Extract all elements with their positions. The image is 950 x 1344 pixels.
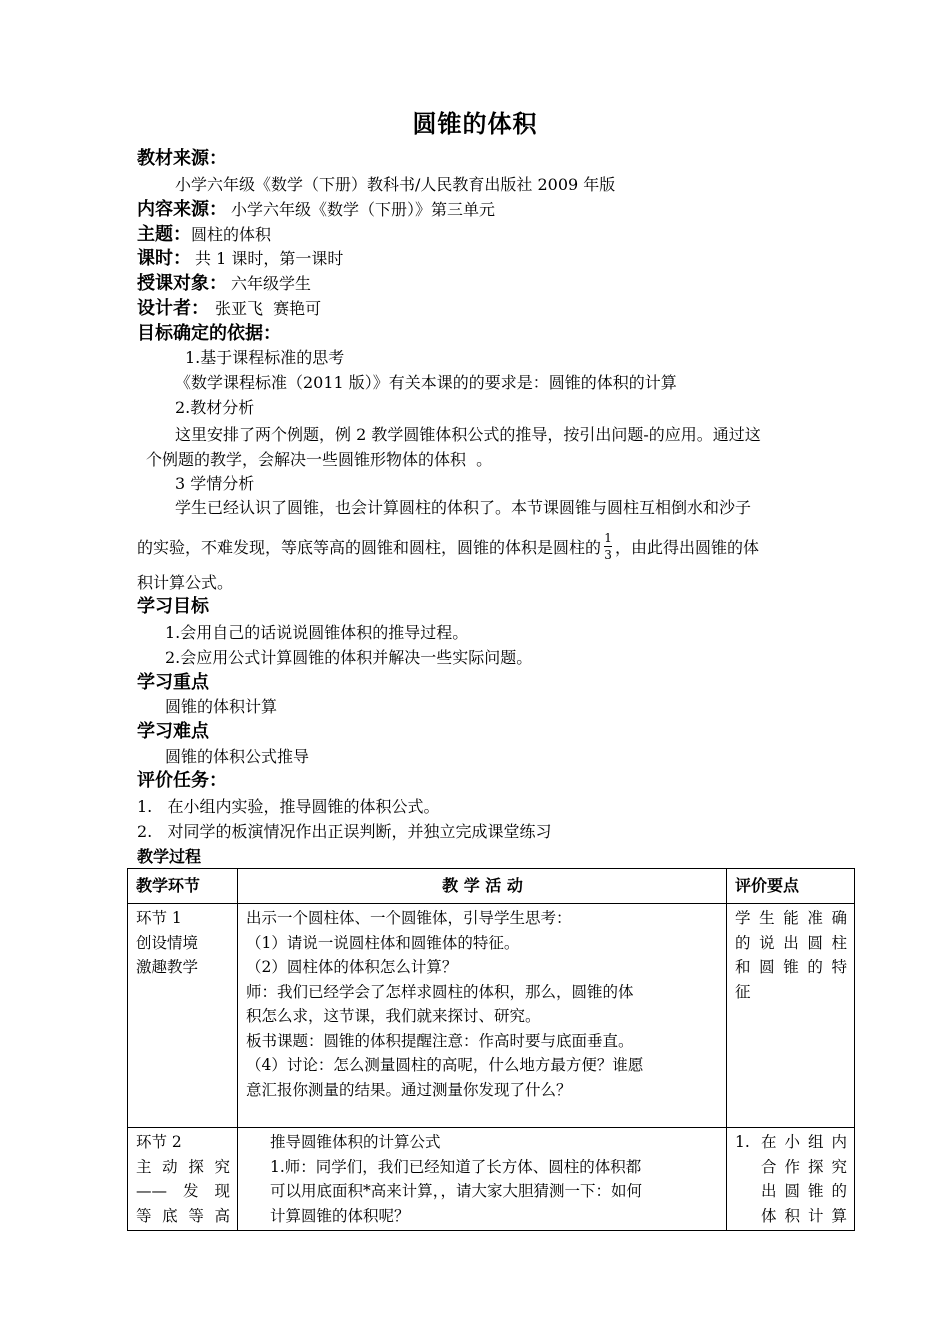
activity-cell <box>238 1128 727 1231</box>
content-label: 内容来源： <box>137 199 227 220</box>
table-header-row <box>128 869 855 904</box>
basis-3: 3 学情分析 <box>175 474 255 493</box>
stage-line: 环节 1 <box>136 909 182 927</box>
stage-cell <box>128 904 238 1128</box>
one-third-fraction <box>604 531 612 562</box>
basis-2-text-a: 这里安排了两个例题，例 2 教学圆锥体积公式的推导，按引出问题-的应用。通过这 <box>175 425 761 444</box>
topic-line <box>137 224 271 246</box>
eval-cell <box>727 904 855 1128</box>
activity-cell <box>238 904 727 1128</box>
process-heading <box>137 846 201 868</box>
fraction-denominator: 3 <box>604 548 612 562</box>
stage-line: 创设情境 <box>136 933 199 952</box>
stage-cell <box>128 1128 238 1231</box>
table-row <box>128 1128 855 1231</box>
goal-1: 1.会用自己的话说说圆锥体积的推导过程。 <box>165 623 469 642</box>
designer-text: 张亚飞 赛艳可 <box>215 299 322 318</box>
stage-line: 激趣教学 <box>136 958 199 976</box>
activity-line: （2）圆柱体的体积怎么计算？ <box>246 958 458 976</box>
basis-1: 1.基于课程标准的思考 <box>185 348 345 367</box>
activity-line: 师：我们已经学会了怎样求圆柱的体积，那么，圆锥的体 <box>246 982 634 1001</box>
page-title: 圆锥的体积 <box>412 110 538 138</box>
header-eval: 评价要点 <box>727 869 855 904</box>
table-row <box>128 904 855 1128</box>
designer-label: 设计者： <box>137 298 209 319</box>
stage-line: 环节 2 <box>136 1133 182 1151</box>
eval-cell <box>727 1128 855 1231</box>
stage-line: 主动探究 <box>136 1157 230 1176</box>
eval-line: 征 <box>735 982 751 1001</box>
fraction-bar <box>604 546 612 547</box>
stage-line: ——发现 <box>136 1182 230 1200</box>
eval-line: 和圆锥的特 <box>735 958 847 976</box>
designer-line <box>137 298 321 320</box>
header-activity: 教 学 活 动 <box>238 869 727 904</box>
period-label: 课时： <box>137 248 191 269</box>
basis-label: 目标确定的依据： <box>137 323 281 344</box>
eval-line: 体积计算 <box>761 1206 847 1225</box>
basis-heading <box>137 323 281 345</box>
teaching-process-table <box>127 868 855 1231</box>
basis-1-text: 《数学课程标准（2011 版）》有关本课的的要求是：圆锥的体积的计算 <box>175 373 677 392</box>
activity-line: （1）请说一说圆柱体和圆锥体的特征。 <box>246 933 520 952</box>
goals-heading <box>137 596 209 618</box>
eval-line: 合作探究 <box>761 1157 847 1176</box>
topic-label: 主题： <box>137 224 191 245</box>
activity-line: 积怎么求，这节课，我们就来探讨、研究。 <box>246 1007 541 1025</box>
goal-2: 2.会应用公式计算圆锥的体积并解决一些实际问题。 <box>165 648 533 667</box>
eval-label: 评价任务： <box>137 770 227 791</box>
header-stage: 教学环节 <box>128 869 238 904</box>
activity-line: 计算圆锥的体积呢？ <box>270 1206 410 1225</box>
basis-3-text-b1: 的实验，不难发现，等底等高的圆锥和圆柱，圆锥的体积是圆柱的 <box>137 538 602 557</box>
difficulty-text: 圆锥的体积公式推导 <box>165 747 310 766</box>
activity-line: 出示一个圆柱体、一个圆锥体，引导学生思考： <box>246 909 572 927</box>
eval-item-2: 2. 对同学的板演情况作出正误判断，并独立完成课堂练习 <box>137 822 552 841</box>
eval-line: 的说出圆柱 <box>735 933 847 952</box>
content-source-line <box>137 199 495 221</box>
basis-2: 2.教材分析 <box>175 398 255 417</box>
goals-label: 学习目标 <box>137 596 209 617</box>
period-text: 共 1 课时，第一课时 <box>195 249 344 268</box>
basis-3-text-b <box>137 533 759 564</box>
source-label: 教材来源： <box>137 148 227 169</box>
topic-text: 圆柱的体积 <box>191 225 272 244</box>
activity-line: 意汇报你测量的结果。通过测量你发现了什么？ <box>246 1080 572 1099</box>
eval-line: 学生能准确 <box>735 909 847 927</box>
source-text: 小学六年级《数学（下册）教科书/人民教育出版社 2009 年版 <box>175 175 616 194</box>
difficulty-heading <box>137 721 209 743</box>
eval-number: 1. <box>735 1133 750 1151</box>
activity-line: 1.师：同学们，我们已经知道了长方体、圆柱的体积都 <box>270 1157 642 1176</box>
audience-text: 六年级学生 <box>231 274 312 293</box>
basis-3-text-a: 学生已经认识了圆锥，也会计算圆柱的体积了。本节课圆锥与圆柱互相倒水和沙子 <box>175 498 752 517</box>
eval-item-1: 1. 在小组内实验，推导圆锥的体积公式。 <box>137 797 440 816</box>
audience-label: 授课对象： <box>137 273 227 294</box>
period-line <box>137 248 343 270</box>
process-label: 教学过程 <box>137 847 202 866</box>
focus-label: 学习重点 <box>137 672 209 693</box>
audience-line <box>137 273 311 295</box>
stage-line: 等底等高 <box>136 1206 230 1225</box>
activity-line: 可以用底面积*高来计算，，请大家大胆猜测一下：如何 <box>270 1182 643 1200</box>
activity-line: 板书课题：圆锥的体积提醒注意：作高时要与底面垂直。 <box>246 1031 634 1050</box>
source-heading <box>137 148 227 170</box>
focus-heading <box>137 672 209 694</box>
fraction-numerator: 1 <box>604 531 612 545</box>
basis-2-text-b: 个例题的教学，会解决一些圆锥形物体的体积 。 <box>146 450 493 469</box>
focus-text: 圆锥的体积计算 <box>165 697 278 716</box>
activity-line: 推导圆锥体积的计算公式 <box>270 1133 441 1151</box>
eval-line: 出圆锥的 <box>761 1182 847 1200</box>
activity-line: （4）讨论：怎么测量圆柱的高呢，什么地方最方便？谁愿 <box>246 1056 644 1074</box>
basis-3-text-b2: ，由此得出圆锥的体 <box>615 538 760 557</box>
basis-3-text-c: 积计算公式。 <box>137 573 234 592</box>
content-text: 小学六年级《数学（下册）》第三单元 <box>231 200 496 219</box>
eval-line: 在小组内 <box>761 1133 847 1151</box>
eval-heading <box>137 770 227 792</box>
difficulty-label: 学习难点 <box>137 721 209 742</box>
